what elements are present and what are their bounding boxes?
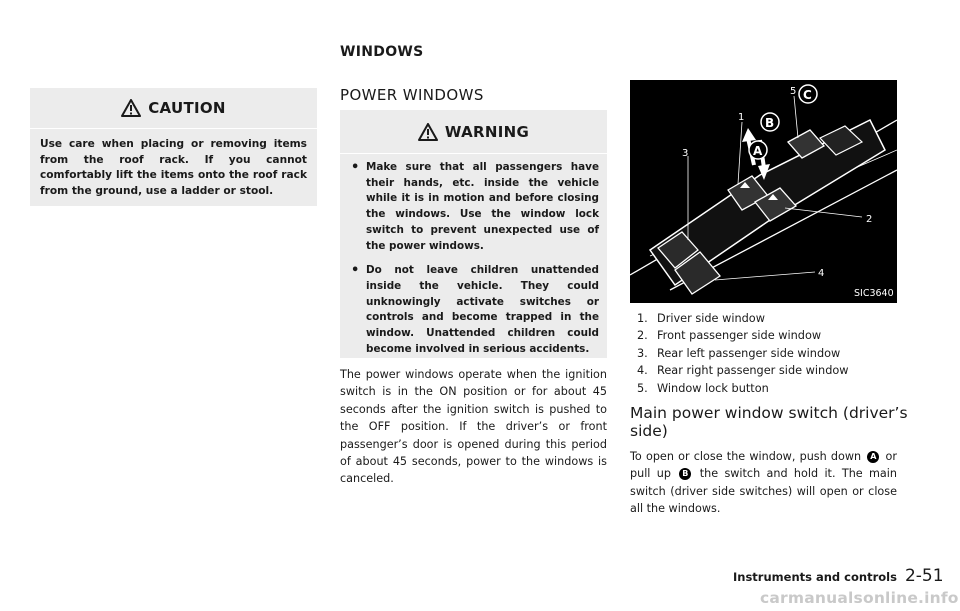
warning-item: • Do not leave children unattended inside the vehicle. They could unknowingly activate switches or controls and become trapped in the window. Unattended children could become involved in serious accidents. (350, 263, 599, 357)
warning-header (340, 110, 607, 154)
caution-title: CAUTION (148, 99, 226, 117)
legend-item: 4. Rear right passenger side window (637, 364, 849, 378)
watermark: carmanualsonline.info (760, 589, 959, 607)
warning-list (340, 154, 607, 357)
letter-a-badge: A (867, 451, 879, 463)
caution-box (30, 88, 317, 206)
power-windows-body: The power windows operate when the ignition switch is in the ON position or for about 45 seconds after the ignition switch is pushed to the OFF position. If the driver’s or front passenger’s door is opened during this period of about 45 seconds, power to the windows is canceled. (340, 368, 607, 486)
main-switch-text: To open or close the window, push down A or pull up B the switch and hold it. The main switch (driver side switches) will open or close all the windows. (630, 450, 897, 516)
warning-box (340, 110, 607, 358)
callout-1: 1 (738, 112, 745, 123)
warning-title: WARNING (444, 122, 530, 141)
callout-3: 3 (682, 148, 689, 159)
letter-a: A (753, 144, 763, 158)
page-number: 2-51 (904, 566, 944, 586)
legend-item: 3. Rear left passenger side window (637, 346, 841, 360)
page-footer (733, 566, 944, 586)
switch-figure (630, 80, 897, 303)
switch-illustration (630, 80, 897, 303)
warning-triangle-icon (121, 99, 141, 117)
legend-item: 5. Window lock button (637, 381, 769, 395)
footer-section-label: Instruments and controls (733, 570, 897, 584)
legend-item: 2. Front passenger side window (637, 329, 822, 343)
letter-b: B (765, 116, 775, 130)
main-switch-heading: Main power window switch (driver’s side) (630, 404, 908, 440)
power-windows-title: POWER WINDOWS (340, 86, 484, 104)
figure-code: SIC3640 (854, 288, 894, 299)
caution-text: Use care when placing or removing items from the roof rack. If you cannot comfortably lift the items onto the roof rack from the ground, use a ladder or stool. (40, 138, 307, 197)
letter-b-badge: B (679, 468, 691, 480)
figure-legend (637, 310, 849, 397)
section-header: WINDOWS (340, 44, 424, 60)
warning-item: • Make sure that all passengers have their hands, etc. inside the vehicle while it is in motion and before closing the windows. Use the window lock switch to prevent unexpected use of the power windows. (350, 160, 599, 254)
warning-triangle-icon (418, 123, 438, 141)
caution-header (30, 88, 317, 129)
letter-c: C (803, 88, 812, 102)
callout-4: 4 (818, 268, 825, 279)
legend-item: 1. Driver side window (637, 312, 765, 325)
callout-2: 2 (866, 214, 873, 225)
callout-5: 5 (790, 86, 797, 97)
